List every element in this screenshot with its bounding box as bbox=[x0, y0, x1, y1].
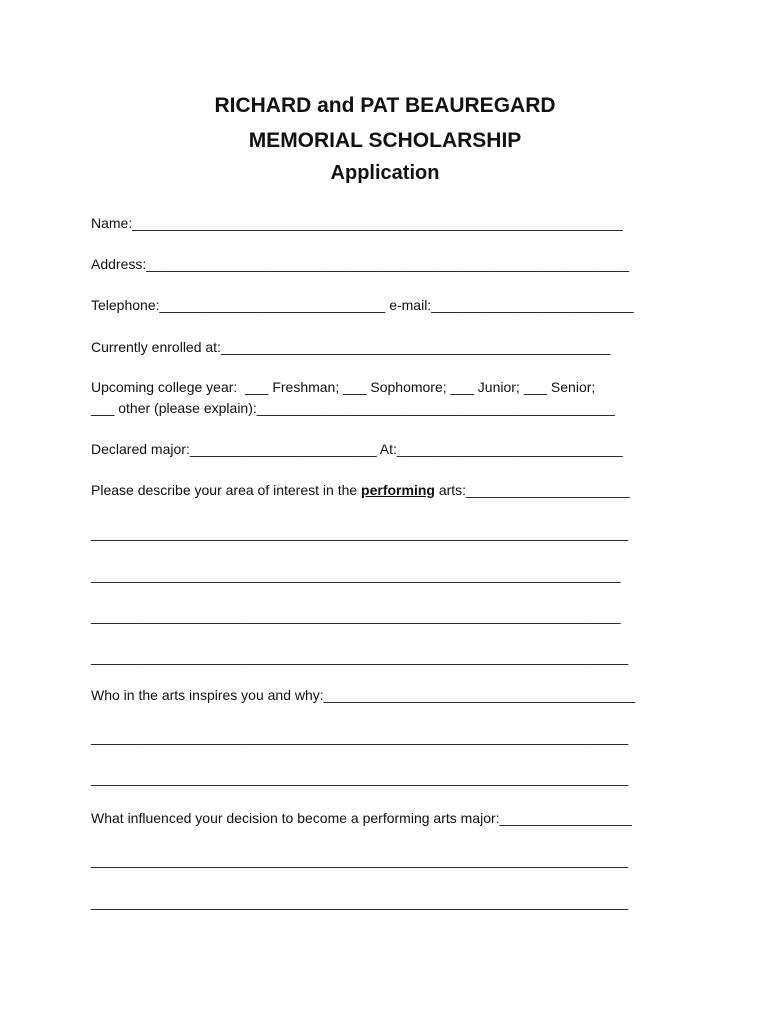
college-year-field[interactable]: Upcoming college year: ___ Freshman; ___ Sophomore; ___ Junior; ___ Senior; bbox=[91, 379, 596, 395]
influenced-blank-2[interactable]: _____________________________________________________________________ bbox=[91, 894, 629, 910]
name-field[interactable]: Name:_______________________________________________________________ bbox=[91, 215, 623, 231]
declared-major-field[interactable]: Declared major:________________________ At:_____________________________ bbox=[91, 441, 623, 457]
interest-blank-2[interactable]: ____________________________________________________________________ bbox=[91, 567, 621, 583]
application-subtitle: Application bbox=[330, 162, 440, 184]
influenced-field[interactable]: What influenced your decision to become a performing arts major:_________________ bbox=[91, 810, 632, 826]
other-explain-field[interactable]: ___ other (please explain):______________________________________________ bbox=[91, 400, 615, 416]
interest-prefix: Please describe your area of interest in the bbox=[91, 482, 362, 498]
interest-prompt[interactable] bbox=[91, 481, 630, 499]
influenced-blank-1[interactable]: _____________________________________________________________________ bbox=[91, 852, 629, 868]
title-line-1: RICHARD and PAT BEAUREGARD bbox=[214, 94, 556, 117]
telephone-email-field[interactable]: Telephone:_____________________________ e-mail:__________________________ bbox=[91, 297, 634, 313]
inspires-field[interactable]: Who in the arts inspires you and why:________________________________________ bbox=[91, 687, 636, 703]
interest-suffix: arts:_____________________ bbox=[434, 482, 630, 498]
interest-blank-4[interactable]: _____________________________________________________________________ bbox=[91, 649, 629, 665]
interest-emphasis: performing bbox=[361, 482, 435, 498]
inspires-blank-2[interactable]: _____________________________________________________________________ bbox=[91, 770, 629, 786]
address-field[interactable]: Address:______________________________________________________________ bbox=[91, 256, 629, 272]
title-line-2: MEMORIAL SCHOLARSHIP bbox=[248, 129, 522, 152]
inspires-blank-1[interactable]: _____________________________________________________________________ bbox=[91, 729, 629, 745]
interest-blank-1[interactable]: _____________________________________________________________________ bbox=[91, 525, 629, 541]
enrolled-field[interactable]: Currently enrolled at:__________________________________________________ bbox=[91, 339, 611, 355]
interest-blank-3[interactable]: ____________________________________________________________________ bbox=[91, 608, 621, 624]
